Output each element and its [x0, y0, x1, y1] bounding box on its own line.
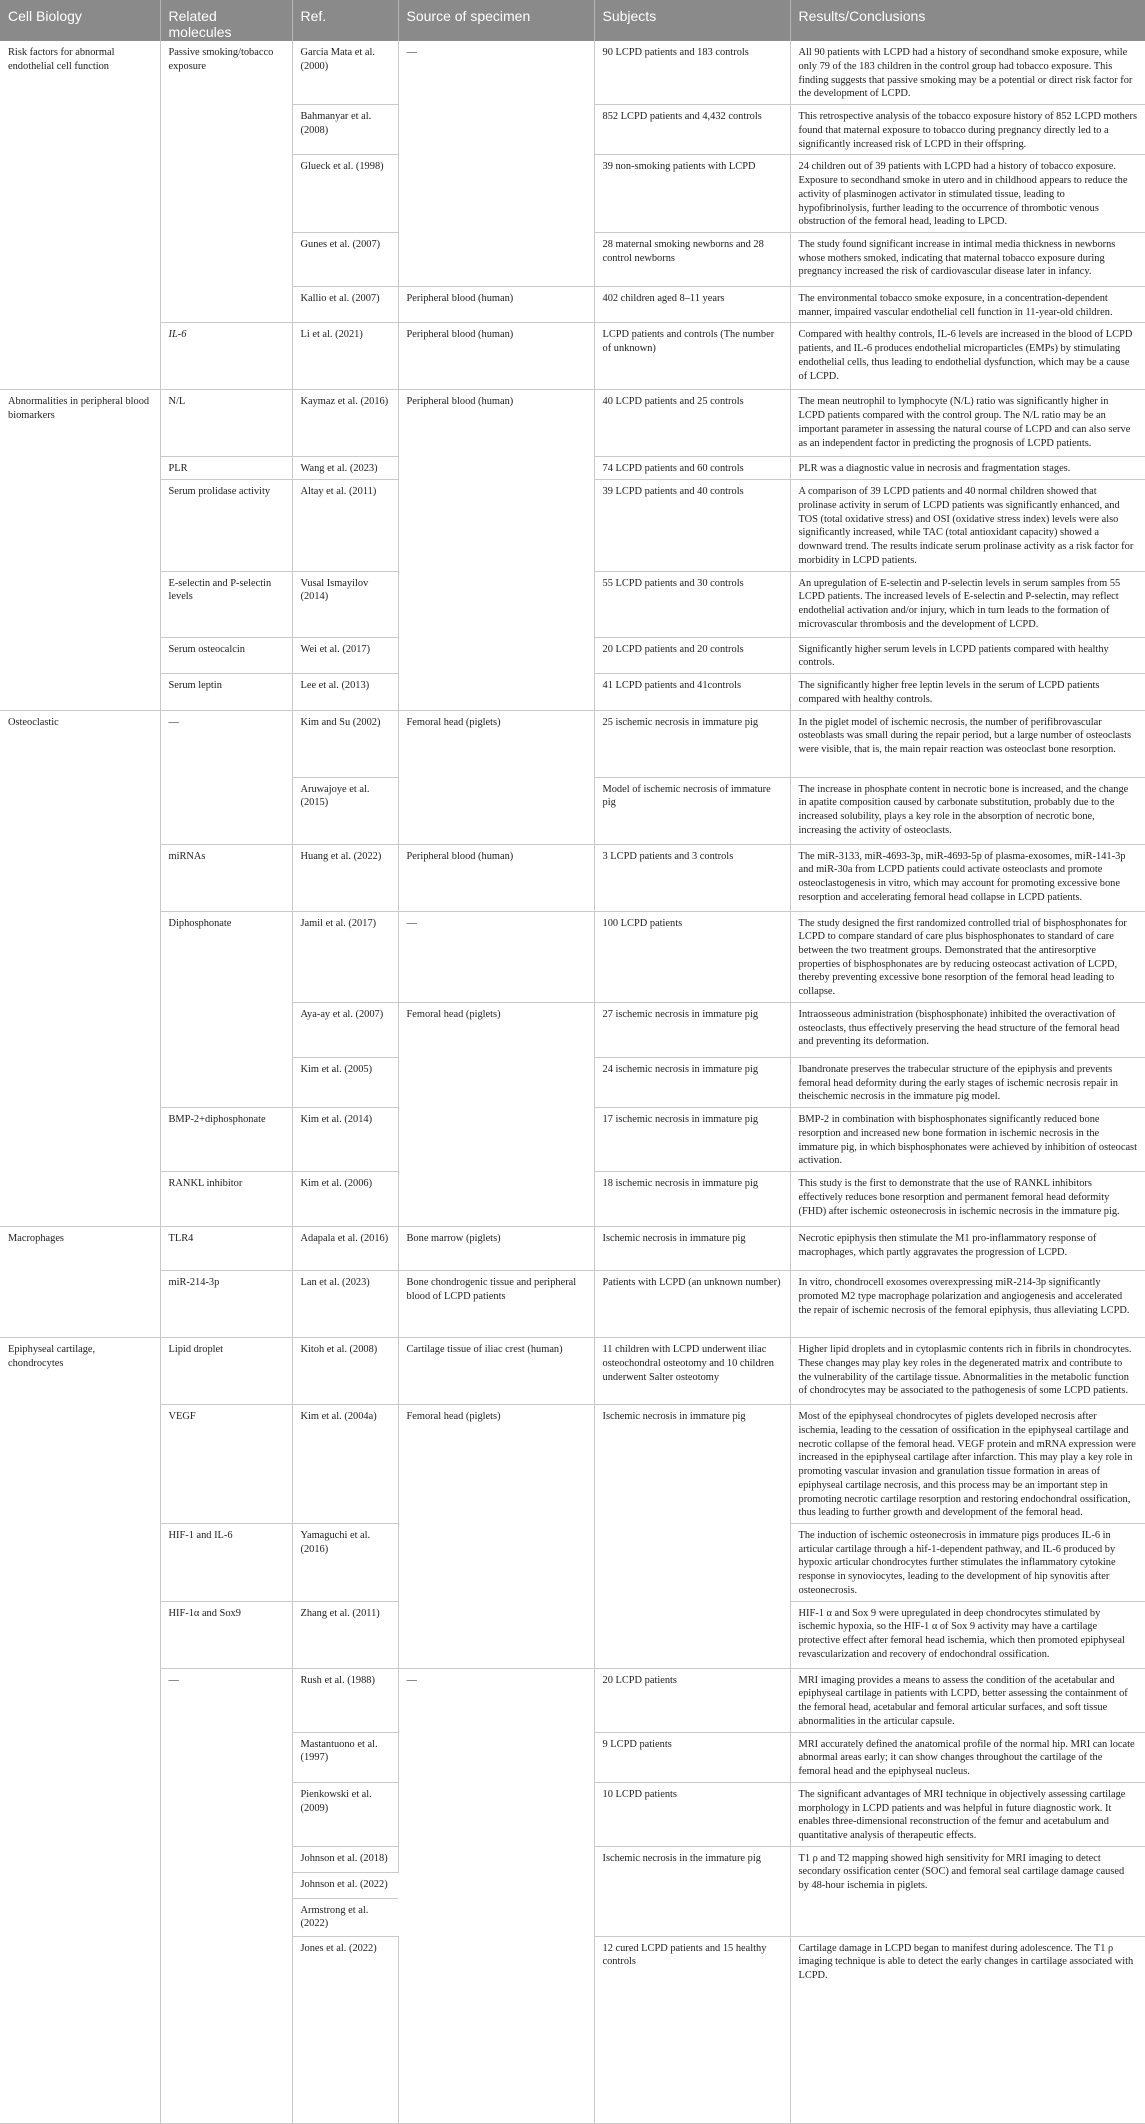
subjects-cell: Model of ischemic necrosis of immature pig: [594, 777, 790, 844]
table-row: [0, 844, 1145, 911]
ref-cell: Kim et al. (2006): [292, 1172, 398, 1227]
results-cell: The significantly higher free leptin levels in the serum of LCPD patients compared with healthy controls.: [790, 674, 1145, 710]
source-cell: Bone marrow (piglets): [398, 1227, 594, 1271]
subjects-cell: 9 LCPD patients: [594, 1732, 790, 1782]
results-cell: In the piglet model of ischemic necrosis, the number of perifibrovascular osteoblasts was small during the repair period, but a large number of osteoclasts were visible, that is, the main repair reaction was osteoclast bone resorption.: [790, 710, 1145, 777]
table-row: [0, 1227, 1145, 1271]
molecule-cell: HIF-1 and IL-6: [160, 1523, 292, 1601]
molecule-cell: Serum osteocalcin: [160, 637, 292, 673]
ref-cell: Kaymaz et al. (2016): [292, 390, 398, 457]
source-cell: Cartilage tissue of iliac crest (human): [398, 1338, 594, 1405]
results-cell: The miR-3133, miR-4693-3p, miR-4693-5p of plasma-exosomes, miR-141-3p and miR-30a from LCPD patients could activate osteoclasts and promote osteoclastogenesis in vitro, which may account for promoting excessive bone resorption and accelerating femoral head collapse in LCPD patients.: [790, 844, 1145, 911]
ref-cell: Vusal Ismayilov (2014): [292, 571, 398, 637]
results-cell: The significant advantages of MRI technique in objectively assessing cartilage morphology in LCPD patients and was helpful in future diagnostic work. It enables three-dimensional reconstruction of the femur and acetabulum and quantitative analysis of therapeutic effects.: [790, 1782, 1145, 1846]
results-cell: HIF-1 α and Sox 9 were upregulated in deep chondrocytes stimulated by ischemic hypoxia, so the HIF-1 α of Sox 9 activity may have a cartilage protective effect after femoral head ischemia, which then promoted epiphyseal revascularization and recovery of endochondral ossification.: [790, 1601, 1145, 1668]
molecule-cell: Passive smoking/tobacco exposure: [160, 41, 292, 323]
results-cell: MRI imaging provides a means to assess the condition of the acetabular and epiphyseal cartilage in patients with LCPD, better assessing the containment of the femoral head, acetabular and femoral articular surfaces, and soft tissue abnormalities in the articular capsule.: [790, 1668, 1145, 1732]
header-source-of-specimen: Source of specimen: [398, 0, 594, 41]
header-related-molecules: Related molecules: [160, 0, 292, 41]
molecule-cell: Lipid droplet: [160, 1338, 292, 1405]
ref-cell: Li et al. (2021): [292, 323, 398, 390]
subjects-cell: 852 LCPD patients and 4,432 controls: [594, 105, 790, 155]
results-cell: The study designed the first randomized controlled trial of bisphosphonates for LCPD to compare standard of care plus bisphosphonates to standard of care between the two treatment groups. Demonstrated that the antiresorptive properties of bisphosphonates are by reducing osteocast activation of LCPD, thereby preventing excessive bone resorption of the femoral head leading to collapse.: [790, 911, 1145, 1002]
results-cell: Ibandronate preserves the trabecular structure of the epiphysis and prevents femoral head deformity during the early stages of ischemic necrosis repair in theischemic necrosis in the immature pig model.: [790, 1057, 1145, 1107]
subjects-cell: 39 LCPD patients and 40 controls: [594, 480, 790, 571]
table-row: [0, 390, 1145, 457]
ref-cell: Jones et al. (2022): [292, 1936, 398, 2123]
results-cell: Compared with healthy controls, IL-6 levels are increased in the blood of LCPD patients, and IL-6 produces endothelial microparticles (EMPs) by stimulating endothelial cells, thus leading to endothelial dysfunction, which may be a cause of LCPD.: [790, 323, 1145, 390]
ref-cell: Gunes et al. (2007): [292, 233, 398, 287]
molecule-cell: IL-6: [160, 323, 292, 390]
subjects-cell: Ischemic necrosis in the immature pig: [594, 1846, 790, 1936]
results-cell: In vitro, chondrocell exosomes overexpressing miR-214-3p significantly promoted M2 type macrophage polarization and angiogenesis and accelerated the repair of ischemic necrosis of the femoral epiphysis, thus alleviating LCPD.: [790, 1271, 1145, 1338]
subjects-cell: 402 children aged 8–11 years: [594, 287, 790, 323]
ref-cell: Armstrong et al. (2022): [292, 1898, 398, 1936]
results-cell: An upregulation of E-selectin and P-selectin levels in serum samples from 55 LCPD patients. The increased levels of E-selectin and P-selectin, may reflect endothelial activation and/or injury, which in turn leads to the formation of microvascular thrombosis and the development of LCPD.: [790, 571, 1145, 637]
molecule-cell: Serum prolidase activity: [160, 480, 292, 571]
table-row: [0, 41, 1145, 105]
source-cell: Femoral head (piglets): [398, 1405, 594, 1669]
table-row: [0, 323, 1145, 390]
results-cell: This study is the first to demonstrate that the use of RANKL inhibitors effectively reduces bone resorption and permanent femoral head deformity (FHD) after ischemic osteonecrosis in ischemic necrosis in the immature pig.: [790, 1172, 1145, 1227]
subjects-cell: 27 ischemic necrosis in immature pig: [594, 1002, 790, 1057]
source-cell: Femoral head (piglets): [398, 1002, 594, 1226]
subjects-cell: LCPD patients and controls (The number of unknown): [594, 323, 790, 390]
results-cell: MRI accurately defined the anatomical profile of the normal hip. MRI can locate abnormal areas early; it can show changes throughout the cartilage of the femoral head and the epiphyseal nucleus.: [790, 1732, 1145, 1782]
source-cell: Peripheral blood (human): [398, 323, 594, 390]
source-cell: Bone chondrogenic tissue and peripheral blood of LCPD patients: [398, 1271, 594, 1338]
subjects-cell: 90 LCPD patients and 183 controls: [594, 41, 790, 105]
table-row: [0, 710, 1145, 777]
ref-cell: Wang et al. (2023): [292, 457, 398, 480]
ref-cell: Lee et al. (2013): [292, 674, 398, 710]
subjects-cell: Ischemic necrosis in immature pig: [594, 1405, 790, 1669]
results-cell: Higher lipid droplets and in cytoplasmic contents rich in fibrils in chondrocytes. These changes may play key roles in the degenerated matrix and contribute to the vulnerability of the cartilage tissue. Abnormalities in the metabolic function of chondrocytes may be associated to the pathogenesis of some LCPD patients.: [790, 1338, 1145, 1405]
cell-biology-cell: Epiphyseal cartilage, chondrocytes: [0, 1338, 160, 2124]
subjects-cell: 24 ischemic necrosis in immature pig: [594, 1057, 790, 1107]
ref-cell: Garcia Mata et al. (2000): [292, 41, 398, 105]
molecule-cell: Diphosphonate: [160, 911, 292, 1108]
subjects-cell: 39 non-smoking patients with LCPD: [594, 155, 790, 233]
source-cell: —: [398, 41, 594, 287]
source-cell: Peripheral blood (human): [398, 390, 594, 710]
molecule-cell: miR-214-3p: [160, 1271, 292, 1338]
molecule-cell: VEGF: [160, 1405, 292, 1524]
results-cell: Cartilage damage in LCPD began to manifest during adolescence. The T1 ρ imaging technique is able to detect the early changes in cartilage associated with LCPD.: [790, 1936, 1145, 2123]
results-cell: 24 children out of 39 patients with LCPD had a history of tobacco exposure. Exposure to secondhand smoke in utero and in childhood appears to reduce the activity of plasminogen activator in stimulated tissue, leading to hypofibrinolysis, further leading to the occurrence of thrombotic venous obstruction of the femoral head, leading to LPCD.: [790, 155, 1145, 233]
source-cell: —: [398, 1668, 594, 2123]
molecule-cell: PLR: [160, 457, 292, 480]
results-cell: BMP-2 in combination with bisphosphonates significantly reduced bone resorption and increased new bone formation in ischemic necrosis in the immature pig, in which bisphosphonates were achieved by inhibition of osteocast activation.: [790, 1108, 1145, 1172]
subjects-cell: 18 ischemic necrosis in immature pig: [594, 1172, 790, 1227]
cell-biology-cell: Risk factors for abnormal endothelial cell function: [0, 41, 160, 390]
subjects-cell: 74 LCPD patients and 60 controls: [594, 457, 790, 480]
source-cell: Peripheral blood (human): [398, 844, 594, 911]
header-subjects: Subjects: [594, 0, 790, 41]
ref-cell: Altay et al. (2011): [292, 480, 398, 571]
ref-cell: Aruwajoye et al. (2015): [292, 777, 398, 844]
results-cell: The environmental tobacco smoke exposure, in a concentration-dependent manner, impaired vascular endothelial cell function in 11-year-old children.: [790, 287, 1145, 323]
results-cell: A comparison of 39 LCPD patients and 40 normal children showed that prolinase activity in serum of LCPD patients was significantly enhanced, and TOS (total oxidative stress) and OSI (oxidative stress index) levels were also significantly increased, while TAC (total antioxidant capacity) showed a downward trend. The results indicate serum prolinase activity as a risk factor for morbidity in LCPD patients.: [790, 480, 1145, 571]
header-ref: Ref.: [292, 0, 398, 41]
subjects-cell: 40 LCPD patients and 25 controls: [594, 390, 790, 457]
results-cell: The increase in phosphate content in necrotic bone is increased, and the change in apatite composition caused by carbonate substitution, probably due to the increased solubility, plays a key role in the absorption of necrotic bone, increasing the activity of osteoclasts.: [790, 777, 1145, 844]
cell-biology-cell: Macrophages: [0, 1227, 160, 1338]
molecule-cell: RANKL inhibitor: [160, 1172, 292, 1227]
subjects-cell: 55 LCPD patients and 30 controls: [594, 571, 790, 637]
results-cell: Intraosseous administration (bisphosphonate) inhibited the overactivation of osteoclasts, thus effectively preserving the head structure of the femoral head and preventing its deformation.: [790, 1002, 1145, 1057]
subjects-cell: Ischemic necrosis in immature pig: [594, 1227, 790, 1271]
results-cell: PLR was a diagnostic value in necrosis and fragmentation stages.: [790, 457, 1145, 480]
ref-cell: Lan et al. (2023): [292, 1271, 398, 1338]
ref-cell: Yamaguchi et al. (2016): [292, 1523, 398, 1601]
subjects-cell: 100 LCPD patients: [594, 911, 790, 1002]
table-row: [0, 1405, 1145, 1524]
ref-cell: Rush et al. (1988): [292, 1668, 398, 1732]
cell-biology-cell: Osteoclastic: [0, 710, 160, 1227]
molecule-cell: —: [160, 710, 292, 844]
molecule-cell: TLR4: [160, 1227, 292, 1271]
table-row: [0, 911, 1145, 1002]
subjects-cell: 11 children with LCPD underwent iliac osteochondral osteotomy and 10 children underwent Salter osteotomy: [594, 1338, 790, 1405]
subjects-cell: 28 maternal smoking newborns and 28 control newborns: [594, 233, 790, 287]
ref-cell: Adapala et al. (2016): [292, 1227, 398, 1271]
ref-cell: Kallio et al. (2007): [292, 287, 398, 323]
molecule-cell: —: [160, 1668, 292, 2123]
results-cell: All 90 patients with LCPD had a history of secondhand smoke exposure, while only 79 of the 183 children in the control group had tobacco exposure. This finding suggests that passive smoking may be a potential or direct risk factor for the development of LCPD.: [790, 41, 1145, 105]
results-cell: Necrotic epiphysis then stimulate the M1 pro-inflammatory response of macrophages, which partly aggravates the progression of LCPD.: [790, 1227, 1145, 1271]
molecule-cell: BMP-2+diphosphonate: [160, 1108, 292, 1172]
subjects-cell: 17 ischemic necrosis in immature pig: [594, 1108, 790, 1172]
ref-cell: Wei et al. (2017): [292, 637, 398, 673]
results-cell: The induction of ischemic osteonecrosis in immature pigs produces IL-6 in articular cartilage through a hif-1-dependent pathway, and IL-6 produced by hypoxic articular chondrocytes further stimulates the inflammatory cytokine response in synoviocytes, leading to the development of hip synovitis after osteonecrosis.: [790, 1523, 1145, 1601]
molecule-cell: HIF-1α and Sox9: [160, 1601, 292, 1668]
ref-cell: Kim et al. (2005): [292, 1057, 398, 1107]
subjects-cell: 41 LCPD patients and 41controls: [594, 674, 790, 710]
subjects-cell: 20 LCPD patients: [594, 1668, 790, 1732]
source-cell: Peripheral blood (human): [398, 287, 594, 323]
source-cell: Femoral head (piglets): [398, 710, 594, 844]
molecule-cell: miRNAs: [160, 844, 292, 911]
ref-cell: Pienkowski et al. (2009): [292, 1782, 398, 1846]
molecule-cell: Serum leptin: [160, 674, 292, 710]
header-cell-biology: Cell Biology: [0, 0, 160, 41]
source-cell: —: [398, 911, 594, 1002]
ref-cell: Kitoh et al. (2008): [292, 1338, 398, 1405]
ref-cell: Kim et al. (2014): [292, 1108, 398, 1172]
molecule-cell: E-selectin and P-selectin levels: [160, 571, 292, 637]
ref-cell: Zhang et al. (2011): [292, 1601, 398, 1668]
table-row: [0, 1271, 1145, 1338]
ref-cell: Jamil et al. (2017): [292, 911, 398, 1002]
subjects-cell: 10 LCPD patients: [594, 1782, 790, 1846]
subjects-cell: 25 ischemic necrosis in immature pig: [594, 710, 790, 777]
subjects-cell: 3 LCPD patients and 3 controls: [594, 844, 790, 911]
results-cell: This retrospective analysis of the tobacco exposure history of 852 LCPD mothers found that maternal exposure to tobacco during pregnancy directly led to a significantly increased risk of LCPD in their offspring.: [790, 105, 1145, 155]
ref-cell: Mastantuono et al. (1997): [292, 1732, 398, 1782]
subjects-cell: 12 cured LCPD patients and 15 healthy controls: [594, 1936, 790, 2123]
table-row: [0, 1668, 1145, 1732]
ref-cell: Huang et al. (2022): [292, 844, 398, 911]
ref-cell: Kim et al. (2004a): [292, 1405, 398, 1524]
ref-cell: Johnson et al. (2018): [292, 1846, 398, 1872]
subjects-cell: Patients with LCPD (an unknown number): [594, 1271, 790, 1338]
header-results-conclusions: Results/Conclusions: [790, 0, 1145, 41]
ref-cell: Glueck et al. (1998): [292, 155, 398, 233]
ref-cell: Johnson et al. (2022): [292, 1872, 398, 1898]
table-header-row: [0, 0, 1145, 41]
ref-cell: Kim and Su (2002): [292, 710, 398, 777]
ref-cell: Bahmanyar et al. (2008): [292, 105, 398, 155]
results-cell: The mean neutrophil to lymphocyte (N/L) ratio was significantly higher in LCPD patients compared with the control group. The N/L ratio may be an important parameter in assessing the natural course of LCPD and can also serve as an independent factor in predicting the prognosis of LCPD patients.: [790, 390, 1145, 457]
results-cell: T1 ρ and T2 mapping showed high sensitivity for MRI imaging to detect secondary ossification center (SOC) and femoral seal cartilage damage caused by 48-hour ischemia in piglets.: [790, 1846, 1145, 1936]
subjects-cell: 20 LCPD patients and 20 controls: [594, 637, 790, 673]
cell-biology-cell: Abnormalities in peripheral blood biomarkers: [0, 390, 160, 710]
results-cell: Most of the epiphyseal chondrocytes of piglets developed necrosis after ischemia, leading to the cessation of ossification in the epiphyseal cartilage and necrotic collapse of the femoral head. VEGF protein and mRNA expression were increased in the epiphyseal cartilage after infarction. This may play a key role in promoting vascular invasion and granulation tissue formation in areas of epiphyseal cartilage necrosis, and this process may be an important step in promoting necrotic cartilage resorption and restoring endochondral ossification, thus leading to further growth and development of the femoral head.: [790, 1405, 1145, 1524]
molecule-cell: N/L: [160, 390, 292, 457]
results-cell: The study found significant increase in intimal media thickness in newborns whose mothers smoked, indicating that maternal tobacco exposure during pregnancy increased the risk of cardiovascular disease later in infancy.: [790, 233, 1145, 287]
ref-cell: Aya-ay et al. (2007): [292, 1002, 398, 1057]
table-row: [0, 1338, 1145, 1405]
results-cell: Significantly higher serum levels in LCPD patients compared with healthy controls.: [790, 637, 1145, 673]
